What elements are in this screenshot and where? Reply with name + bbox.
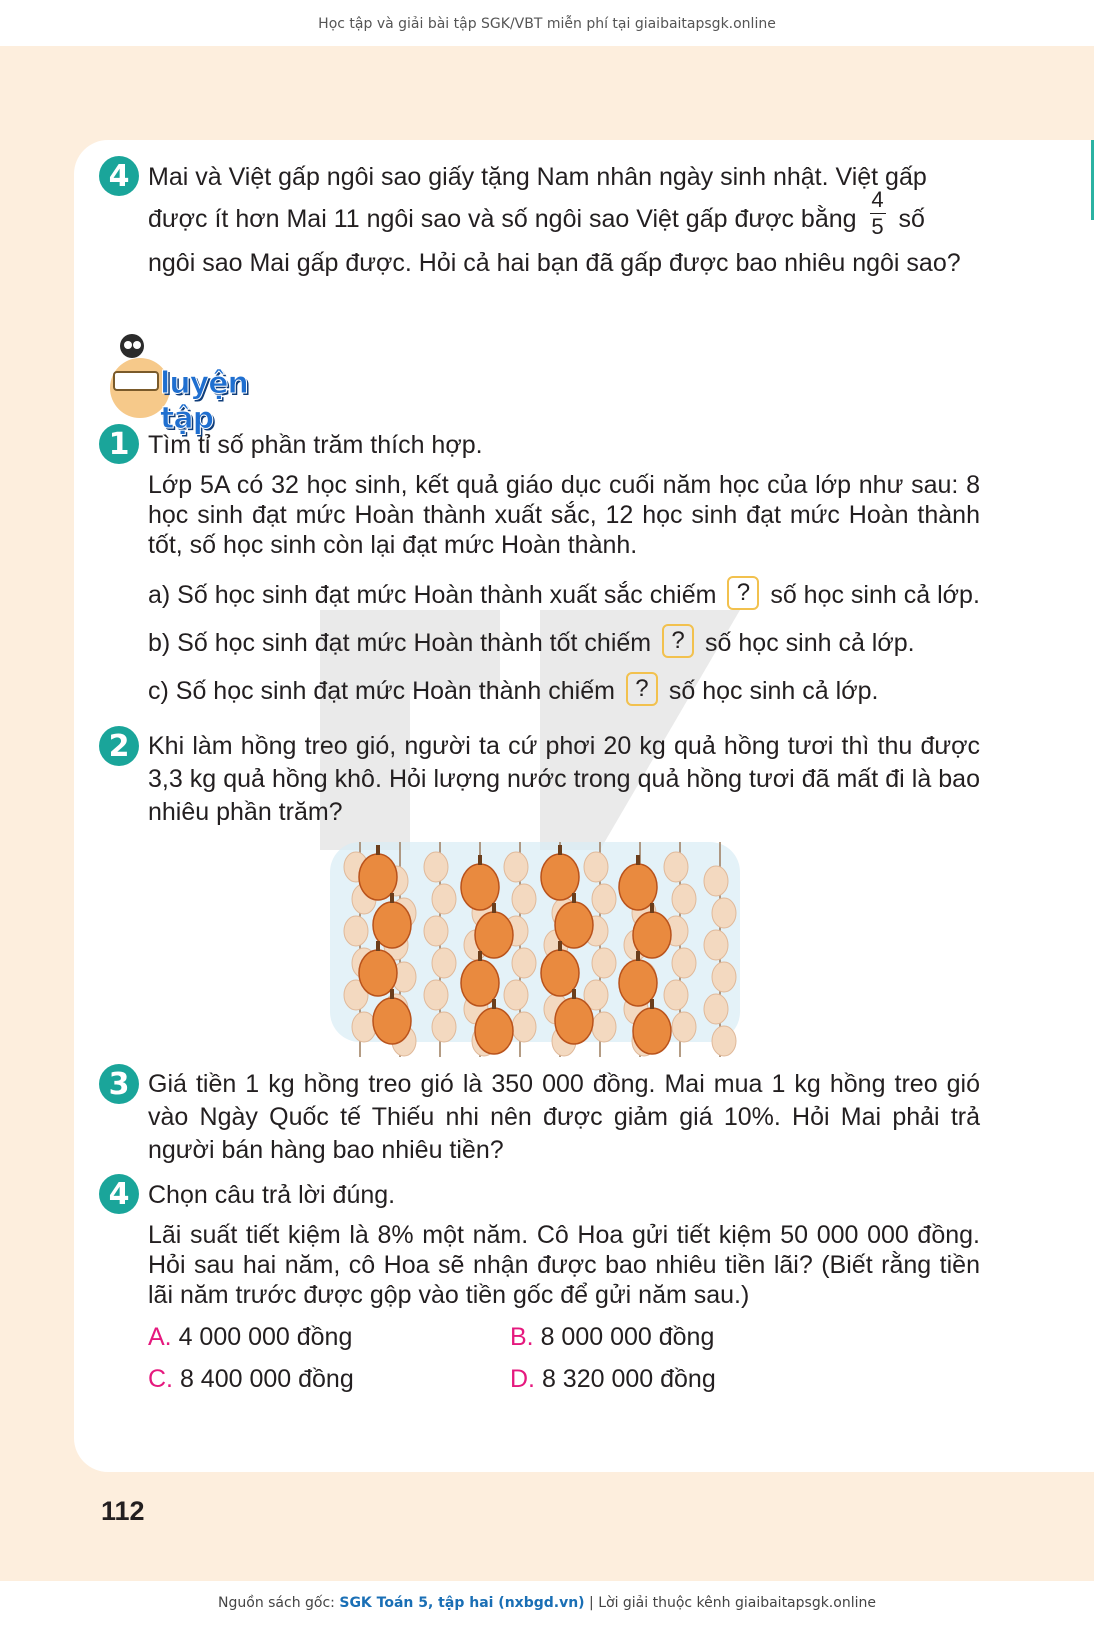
pale-persimmon [512,884,536,914]
pale-persimmon [512,948,536,978]
pale-persimmon [432,884,456,914]
pale-persimmon [512,1012,536,1042]
item-c-end: số học sinh cả lớp. [668,677,879,705]
exercise-3-badge: 3 [99,1064,139,1104]
pale-persimmon [712,962,736,992]
pale-persimmon [712,1026,736,1056]
pale-persimmon [424,980,448,1010]
bottom-footer [0,1581,1094,1626]
fraction-denominator: 5 [871,213,884,239]
problem-4-line-3: ngôi sao Mai gấp được. Hỏi cả hai bạn đã gấp được bao nhiêu ngôi sao? [148,249,961,277]
pale-persimmon [592,1012,616,1042]
option-text: 8 000 000 đồng [540,1323,715,1351]
pale-persimmon [672,884,696,914]
pale-persimmon [704,866,728,896]
option-letter: D. [510,1365,535,1393]
pale-persimmon [584,852,608,882]
item-b-end: số học sinh cả lớp. [705,629,915,657]
item-a-end: số học sinh cả lớp. [770,581,980,609]
page-number: 112 [101,1496,145,1526]
answer-box[interactable]: ? [626,672,658,706]
option-text: 4 000 000 đồng [178,1323,353,1351]
problem-4-line-1: Mai và Việt gấp ngôi sao giấy tặng Nam nhân ngày sinh nhật. Việt gấp [148,163,927,191]
option-letter: C. [148,1365,173,1393]
footer-prefix: Nguồn sách gốc: [218,1595,335,1611]
exercise-4-title: Chọn câu trả lời đúng. [148,1181,396,1209]
item-a-text: a) Số học sinh đạt mức Hoàn thành xuất sắc chiếm [148,581,717,609]
pale-persimmon [704,930,728,960]
answer-box[interactable]: ? [662,624,694,658]
pale-persimmon [672,948,696,978]
fraction-numerator: 4 [871,186,884,212]
problem-number-badge: 4 [99,156,139,196]
item-c-text: c) Số học sinh đạt mức Hoàn thành chiếm [148,677,615,705]
exercise-1-item-a [148,578,980,612]
answer-box[interactable]: ? [727,576,759,610]
exercise-4-badge: 4 [99,1174,139,1214]
exercise-1-badge: 1 [99,424,139,464]
option-a[interactable] [148,1320,352,1354]
option-letter: B. [510,1323,534,1351]
section-title: luyện tập [160,366,248,436]
exercise-2-badge: 2 [99,726,139,766]
exercise-1-body: Lớp 5A có 32 học sinh, kết quả giáo dục cuối năm học của lớp như sau: 8 học sinh đạt mức Hoàn thành xuất sắc, 12 học sinh đạt mức Hoàn thành tốt, số học sinh còn lại đạt mức Hoàn thành. [148,471,980,559]
exercise-1-item-b [148,626,915,660]
option-d[interactable] [510,1362,716,1396]
dried-persimmon-illustration [330,832,740,1064]
pale-persimmon [712,898,736,928]
pale-persimmon [504,852,528,882]
fraction [870,186,886,239]
pale-persimmon [504,980,528,1010]
pale-persimmon [704,994,728,1024]
option-text: 8 320 000 đồng [541,1365,716,1393]
pale-persimmon [424,916,448,946]
pale-persimmon [344,916,368,946]
problem-4-line-2-text: được ít hơn Mai 11 ngôi sao và số ngôi sao Việt gấp được bằng [148,205,857,233]
exercise-3-body: Giá tiền 1 kg hồng treo gió là 350 000 đồng. Mai mua 1 kg hồng treo gió vào Ngày Quốc tế Thiếu nhi nên được giảm giá 10%. Hỏi Mai phải trả người bán hàng bao nhiêu tiền? [148,1070,980,1164]
pale-persimmon [424,852,448,882]
footer-source-link[interactable]: SGK Toán 5, tập hai (nxbgd.vn) [339,1595,585,1611]
exercise-1-item-c [148,674,878,708]
pale-persimmon [592,884,616,914]
exercise-4-body: Lãi suất tiết kiệm là 8% một năm. Cô Hoa gửi tiết kiệm 50 000 000 đồng. Hỏi sau hai năm, cô Hoa sẽ nhận được bao nhiêu tiền lãi? (Biết rằng tiền lãi năm trước được gộp vào tiền gốc để gửi năm sau.) [148,1221,980,1309]
pale-persimmon [664,980,688,1010]
pale-persimmon [664,852,688,882]
problem-4-line-2 [148,186,948,239]
option-c[interactable] [148,1362,354,1396]
option-text: 8 400 000 đồng [179,1365,354,1393]
footer-suffix: | Lời giải thuộc kênh giaibaitapsgk.online [589,1595,876,1611]
pale-persimmon [432,948,456,978]
pale-persimmon [672,1012,696,1042]
problem-4-line-2-end: số [898,205,925,233]
option-letter: A. [148,1323,172,1351]
exercise-2-body: Khi làm hồng treo gió, người ta cứ phơi 20 kg quả hồng tươi thì thu được 3,3 kg quả hồng khô. Hỏi lượng nước trong quả hồng tươi đã mất đi là bao nhiêu phần trăm? [148,732,980,826]
pale-persimmon [352,1012,376,1042]
pale-persimmon [592,948,616,978]
pale-persimmon [432,1012,456,1042]
option-b[interactable] [510,1320,714,1354]
item-b-text: b) Số học sinh đạt mức Hoàn thành tốt chiếm [148,629,652,657]
section-heading [100,332,310,436]
exercise-1-title: Tìm tỉ số phần trăm thích hợp. [148,431,483,459]
top-banner: Học tập và giải bài tập SGK/VBT miễn phí tại giaibaitapsgk.online [0,0,1094,46]
